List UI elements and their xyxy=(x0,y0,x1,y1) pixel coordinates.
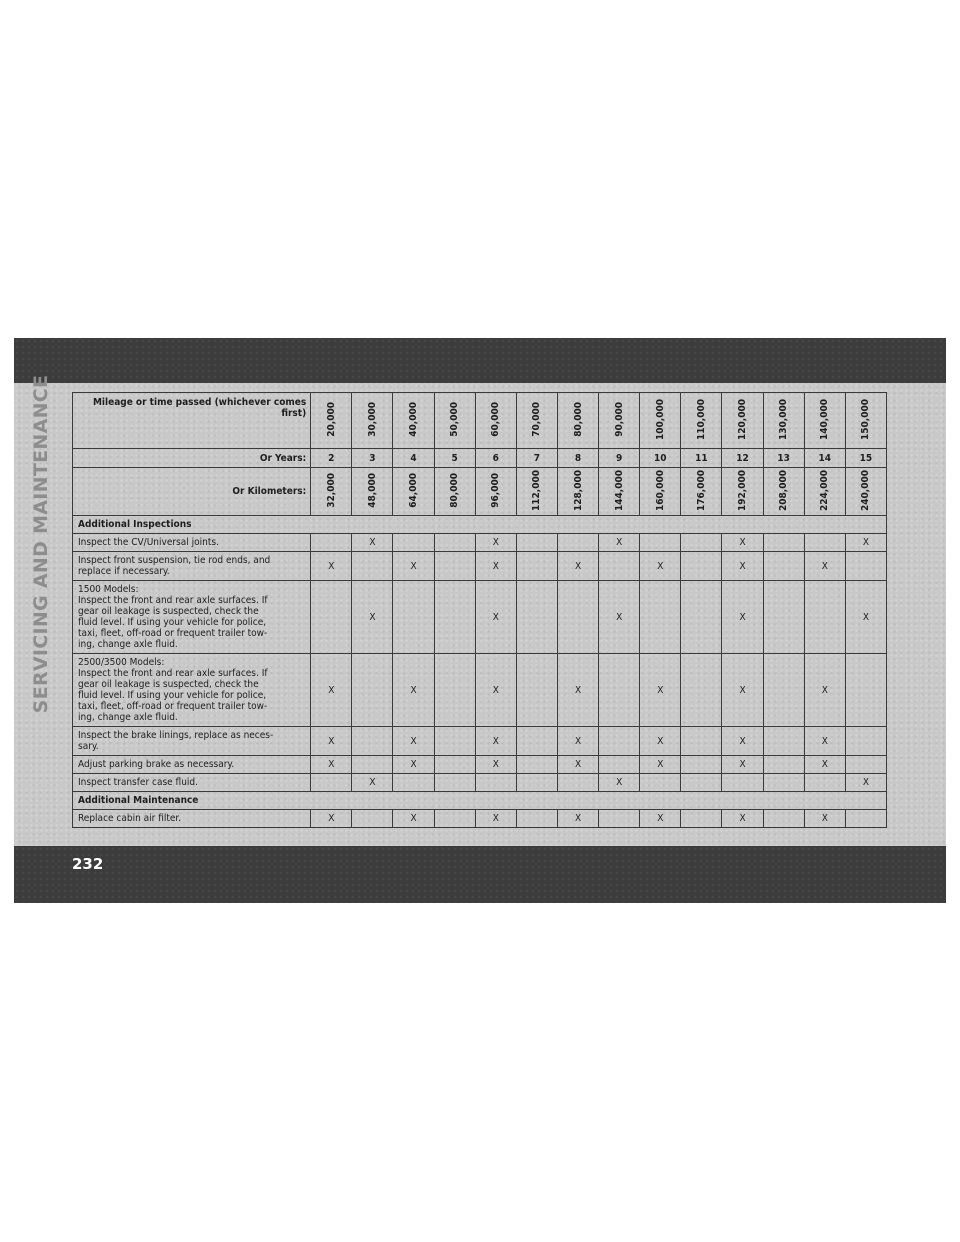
kilometers-value: 80,000 xyxy=(449,472,461,508)
service-mark-cell: X xyxy=(393,756,434,774)
mileage-cell xyxy=(434,393,475,449)
service-mark-cell xyxy=(640,774,681,792)
service-mark-cell xyxy=(516,654,557,727)
years-cell xyxy=(804,449,845,468)
service-mark-cell: X xyxy=(640,756,681,774)
mileage-value: 130,000 xyxy=(778,398,790,440)
mileage-header-label: Mileage or time passed (whichever comes first) xyxy=(73,393,311,449)
service-mark-cell xyxy=(845,727,886,756)
service-mark-cell xyxy=(311,774,352,792)
kilometers-value: 160,000 xyxy=(654,469,666,511)
service-mark-cell: X xyxy=(557,756,598,774)
years-cell xyxy=(393,449,434,468)
service-mark-cell xyxy=(557,581,598,654)
schedule-body xyxy=(73,393,887,828)
service-mark-cell xyxy=(516,581,557,654)
mileage-cell xyxy=(845,393,886,449)
kilometers-value: 192,000 xyxy=(737,469,749,511)
kilometers-cell xyxy=(681,468,722,516)
service-mark-cell xyxy=(434,581,475,654)
service-mark-cell: X xyxy=(640,552,681,581)
service-mark-cell xyxy=(393,534,434,552)
mileage-value: 40,000 xyxy=(408,401,420,437)
service-mark-cell xyxy=(681,727,722,756)
kilometers-value: 112,000 xyxy=(531,469,543,511)
section-side-tab-label: SERVICING AND MAINTENANCE xyxy=(30,374,52,714)
service-mark-cell xyxy=(763,654,804,727)
service-mark-cell xyxy=(599,727,640,756)
years-value: 13 xyxy=(777,452,790,464)
section-header-row xyxy=(73,792,887,810)
service-mark-cell xyxy=(434,727,475,756)
mileage-cell xyxy=(804,393,845,449)
service-item-label: Inspect the brake linings, replace as neces- sary. xyxy=(73,727,311,756)
years-value: 14 xyxy=(818,452,832,464)
service-mark-cell: X xyxy=(475,810,516,828)
mileage-value: 120,000 xyxy=(737,398,749,440)
mileage-value: 60,000 xyxy=(490,401,502,437)
kilometers-value: 32,000 xyxy=(325,472,337,508)
service-mark-cell: X xyxy=(311,552,352,581)
years-value: 12 xyxy=(736,452,749,464)
service-item-label: 2500/3500 Models: Inspect the front and rear axle surfaces. If gear oil leakage is suspected, check the fluid level. If using your vehicle for police, taxi, fleet, off-road or frequent trailer tow- ing, change axle fluid. xyxy=(73,654,311,727)
service-item-label: Inspect transfer case fluid. xyxy=(73,774,311,792)
kilometers-cell xyxy=(475,468,516,516)
service-mark-cell xyxy=(311,581,352,654)
service-mark-cell xyxy=(311,534,352,552)
kilometers-cell xyxy=(434,468,475,516)
schedule-row xyxy=(73,756,887,774)
mileage-cell xyxy=(516,393,557,449)
service-mark-cell: X xyxy=(311,727,352,756)
years-header-label: Or Years: xyxy=(73,449,311,468)
service-mark-cell xyxy=(763,581,804,654)
service-mark-cell xyxy=(681,756,722,774)
kilometers-value: 208,000 xyxy=(778,469,790,511)
years-cell xyxy=(640,449,681,468)
kilometers-value: 128,000 xyxy=(572,469,584,511)
service-mark-cell: X xyxy=(599,534,640,552)
mileage-value: 110,000 xyxy=(695,398,707,440)
section-side-tab xyxy=(26,374,56,714)
service-mark-cell xyxy=(599,654,640,727)
service-mark-cell xyxy=(845,756,886,774)
service-mark-cell xyxy=(599,810,640,828)
service-mark-cell xyxy=(393,581,434,654)
schedule-row xyxy=(73,552,887,581)
service-mark-cell xyxy=(681,810,722,828)
schedule-row xyxy=(73,581,887,654)
section-title: Additional Maintenance xyxy=(73,792,887,810)
years-value: 10 xyxy=(654,452,667,464)
service-item-label: Inspect the CV/Universal joints. xyxy=(73,534,311,552)
service-mark-cell: X xyxy=(640,654,681,727)
years-cell xyxy=(681,449,722,468)
service-mark-cell: X xyxy=(722,552,763,581)
kilometers-header-label: Or Kilometers: xyxy=(73,468,311,516)
service-mark-cell: X xyxy=(475,756,516,774)
mileage-cell xyxy=(599,393,640,449)
service-item-label: Inspect front suspension, tie rod ends, and replace if necessary. xyxy=(73,552,311,581)
mileage-value: 20,000 xyxy=(325,401,337,437)
kilometers-cell xyxy=(722,468,763,516)
service-mark-cell xyxy=(763,552,804,581)
kilometers-header-row xyxy=(73,468,887,516)
mileage-cell xyxy=(681,393,722,449)
service-mark-cell: X xyxy=(475,534,516,552)
service-mark-cell: X xyxy=(475,552,516,581)
service-mark-cell xyxy=(763,774,804,792)
mileage-value: 50,000 xyxy=(449,401,461,437)
years-value: 6 xyxy=(492,452,499,464)
years-header-row xyxy=(73,449,887,468)
service-item-label: Replace cabin air filter. xyxy=(73,810,311,828)
kilometers-value: 224,000 xyxy=(819,469,831,511)
service-mark-cell xyxy=(763,810,804,828)
years-cell xyxy=(557,449,598,468)
service-mark-cell: X xyxy=(722,810,763,828)
mileage-value: 70,000 xyxy=(531,401,543,437)
service-mark-cell: X xyxy=(804,727,845,756)
years-cell xyxy=(434,449,475,468)
service-mark-cell: X xyxy=(557,727,598,756)
mileage-cell xyxy=(763,393,804,449)
service-mark-cell: X xyxy=(722,727,763,756)
service-mark-cell: X xyxy=(393,654,434,727)
service-mark-cell: X xyxy=(311,654,352,727)
kilometers-value: 96,000 xyxy=(490,472,502,508)
service-mark-cell: X xyxy=(557,810,598,828)
maintenance-schedule-table xyxy=(72,392,887,828)
service-mark-cell: X xyxy=(722,534,763,552)
years-cell xyxy=(599,449,640,468)
years-value: 8 xyxy=(574,452,582,464)
service-mark-cell xyxy=(804,534,845,552)
kilometers-value: 176,000 xyxy=(695,469,707,511)
service-mark-cell: X xyxy=(845,774,886,792)
kilometers-value: 48,000 xyxy=(366,472,378,508)
service-mark-cell: X xyxy=(845,581,886,654)
service-item-label: 1500 Models: Inspect the front and rear axle surfaces. If gear oil leakage is suspected, check the fluid level. If using your vehicle for police, taxi, fleet, off-road or frequent trailer tow- ing, change axle fluid. xyxy=(73,581,311,654)
service-mark-cell: X xyxy=(393,552,434,581)
mileage-header-row xyxy=(73,393,887,449)
years-cell xyxy=(722,449,763,468)
service-mark-cell xyxy=(516,810,557,828)
schedule-row xyxy=(73,534,887,552)
mileage-cell xyxy=(640,393,681,449)
schedule-row xyxy=(73,727,887,756)
schedule-row xyxy=(73,810,887,828)
service-mark-cell: X xyxy=(352,581,393,654)
service-mark-cell: X xyxy=(804,552,845,581)
mileage-value: 30,000 xyxy=(366,401,378,437)
mileage-value: 140,000 xyxy=(819,398,831,440)
service-mark-cell xyxy=(640,534,681,552)
years-value: 9 xyxy=(616,452,623,464)
service-mark-cell xyxy=(393,774,434,792)
kilometers-cell xyxy=(352,468,393,516)
service-mark-cell xyxy=(804,581,845,654)
mileage-value: 100,000 xyxy=(654,398,666,440)
kilometers-cell xyxy=(311,468,352,516)
service-mark-cell xyxy=(352,756,393,774)
service-mark-cell xyxy=(434,756,475,774)
service-mark-cell xyxy=(352,727,393,756)
section-title: Additional Inspections xyxy=(73,516,887,534)
years-value: 7 xyxy=(533,452,541,464)
mileage-value: 80,000 xyxy=(572,401,584,437)
service-mark-cell xyxy=(352,654,393,727)
mileage-value: 150,000 xyxy=(860,398,872,440)
service-mark-cell xyxy=(557,774,598,792)
kilometers-cell xyxy=(393,468,434,516)
service-mark-cell xyxy=(845,552,886,581)
service-mark-cell xyxy=(434,810,475,828)
kilometers-cell xyxy=(640,468,681,516)
service-mark-cell xyxy=(763,756,804,774)
years-cell xyxy=(352,449,393,468)
service-mark-cell xyxy=(681,774,722,792)
service-mark-cell xyxy=(599,552,640,581)
service-mark-cell xyxy=(681,654,722,727)
years-cell xyxy=(763,449,804,468)
service-mark-cell: X xyxy=(599,581,640,654)
footer-band xyxy=(14,846,946,903)
years-value: 2 xyxy=(328,452,335,464)
years-cell xyxy=(475,449,516,468)
service-mark-cell xyxy=(599,756,640,774)
kilometers-cell xyxy=(763,468,804,516)
kilometers-value: 240,000 xyxy=(860,469,872,511)
header-band xyxy=(14,338,946,383)
service-mark-cell xyxy=(516,534,557,552)
kilometers-value: 64,000 xyxy=(408,472,420,508)
years-cell xyxy=(845,449,886,468)
service-mark-cell: X xyxy=(599,774,640,792)
section-header-row xyxy=(73,516,887,534)
service-mark-cell xyxy=(352,552,393,581)
service-mark-cell: X xyxy=(557,654,598,727)
service-mark-cell xyxy=(557,534,598,552)
mileage-cell xyxy=(393,393,434,449)
service-mark-cell: X xyxy=(804,756,845,774)
service-mark-cell: X xyxy=(393,727,434,756)
service-mark-cell xyxy=(681,534,722,552)
service-mark-cell xyxy=(434,774,475,792)
service-mark-cell xyxy=(516,552,557,581)
mileage-cell xyxy=(722,393,763,449)
years-value: 4 xyxy=(410,452,417,464)
mileage-cell xyxy=(475,393,516,449)
mileage-value: 90,000 xyxy=(613,401,625,437)
service-mark-cell: X xyxy=(804,654,845,727)
service-mark-cell: X xyxy=(475,727,516,756)
kilometers-cell xyxy=(557,468,598,516)
kilometers-cell xyxy=(516,468,557,516)
service-mark-cell xyxy=(516,756,557,774)
page-number: 232 xyxy=(72,855,104,873)
service-mark-cell: X xyxy=(640,810,681,828)
service-mark-cell xyxy=(763,727,804,756)
service-mark-cell xyxy=(516,727,557,756)
service-mark-cell xyxy=(475,774,516,792)
service-mark-cell xyxy=(352,810,393,828)
service-mark-cell xyxy=(434,552,475,581)
service-mark-cell xyxy=(681,552,722,581)
years-cell xyxy=(516,449,557,468)
kilometers-cell xyxy=(599,468,640,516)
service-mark-cell xyxy=(434,654,475,727)
service-mark-cell xyxy=(434,534,475,552)
service-item-label: Adjust parking brake as necessary. xyxy=(73,756,311,774)
years-value: 5 xyxy=(451,452,458,464)
service-mark-cell: X xyxy=(557,552,598,581)
service-mark-cell: X xyxy=(475,654,516,727)
service-mark-cell: X xyxy=(311,810,352,828)
schedule-row xyxy=(73,654,887,727)
service-mark-cell: X xyxy=(640,727,681,756)
service-mark-cell: X xyxy=(311,756,352,774)
kilometers-cell xyxy=(804,468,845,516)
service-mark-cell: X xyxy=(845,534,886,552)
service-mark-cell xyxy=(804,774,845,792)
service-mark-cell xyxy=(640,581,681,654)
service-mark-cell xyxy=(722,774,763,792)
mileage-cell xyxy=(352,393,393,449)
service-mark-cell: X xyxy=(352,774,393,792)
service-mark-cell xyxy=(845,810,886,828)
schedule-row xyxy=(73,774,887,792)
years-value: 15 xyxy=(859,452,873,464)
service-mark-cell: X xyxy=(352,534,393,552)
service-mark-cell: X xyxy=(804,810,845,828)
service-mark-cell xyxy=(516,774,557,792)
service-mark-cell: X xyxy=(393,810,434,828)
service-mark-cell: X xyxy=(722,756,763,774)
service-mark-cell xyxy=(763,534,804,552)
years-value: 11 xyxy=(695,452,708,464)
service-mark-cell: X xyxy=(475,581,516,654)
kilometers-value: 144,000 xyxy=(613,469,625,511)
years-value: 3 xyxy=(369,452,376,464)
mileage-cell xyxy=(311,393,352,449)
service-mark-cell: X xyxy=(722,654,763,727)
years-cell xyxy=(311,449,352,468)
kilometers-cell xyxy=(845,468,886,516)
service-mark-cell xyxy=(845,654,886,727)
service-mark-cell: X xyxy=(722,581,763,654)
mileage-cell xyxy=(557,393,598,449)
service-mark-cell xyxy=(681,581,722,654)
